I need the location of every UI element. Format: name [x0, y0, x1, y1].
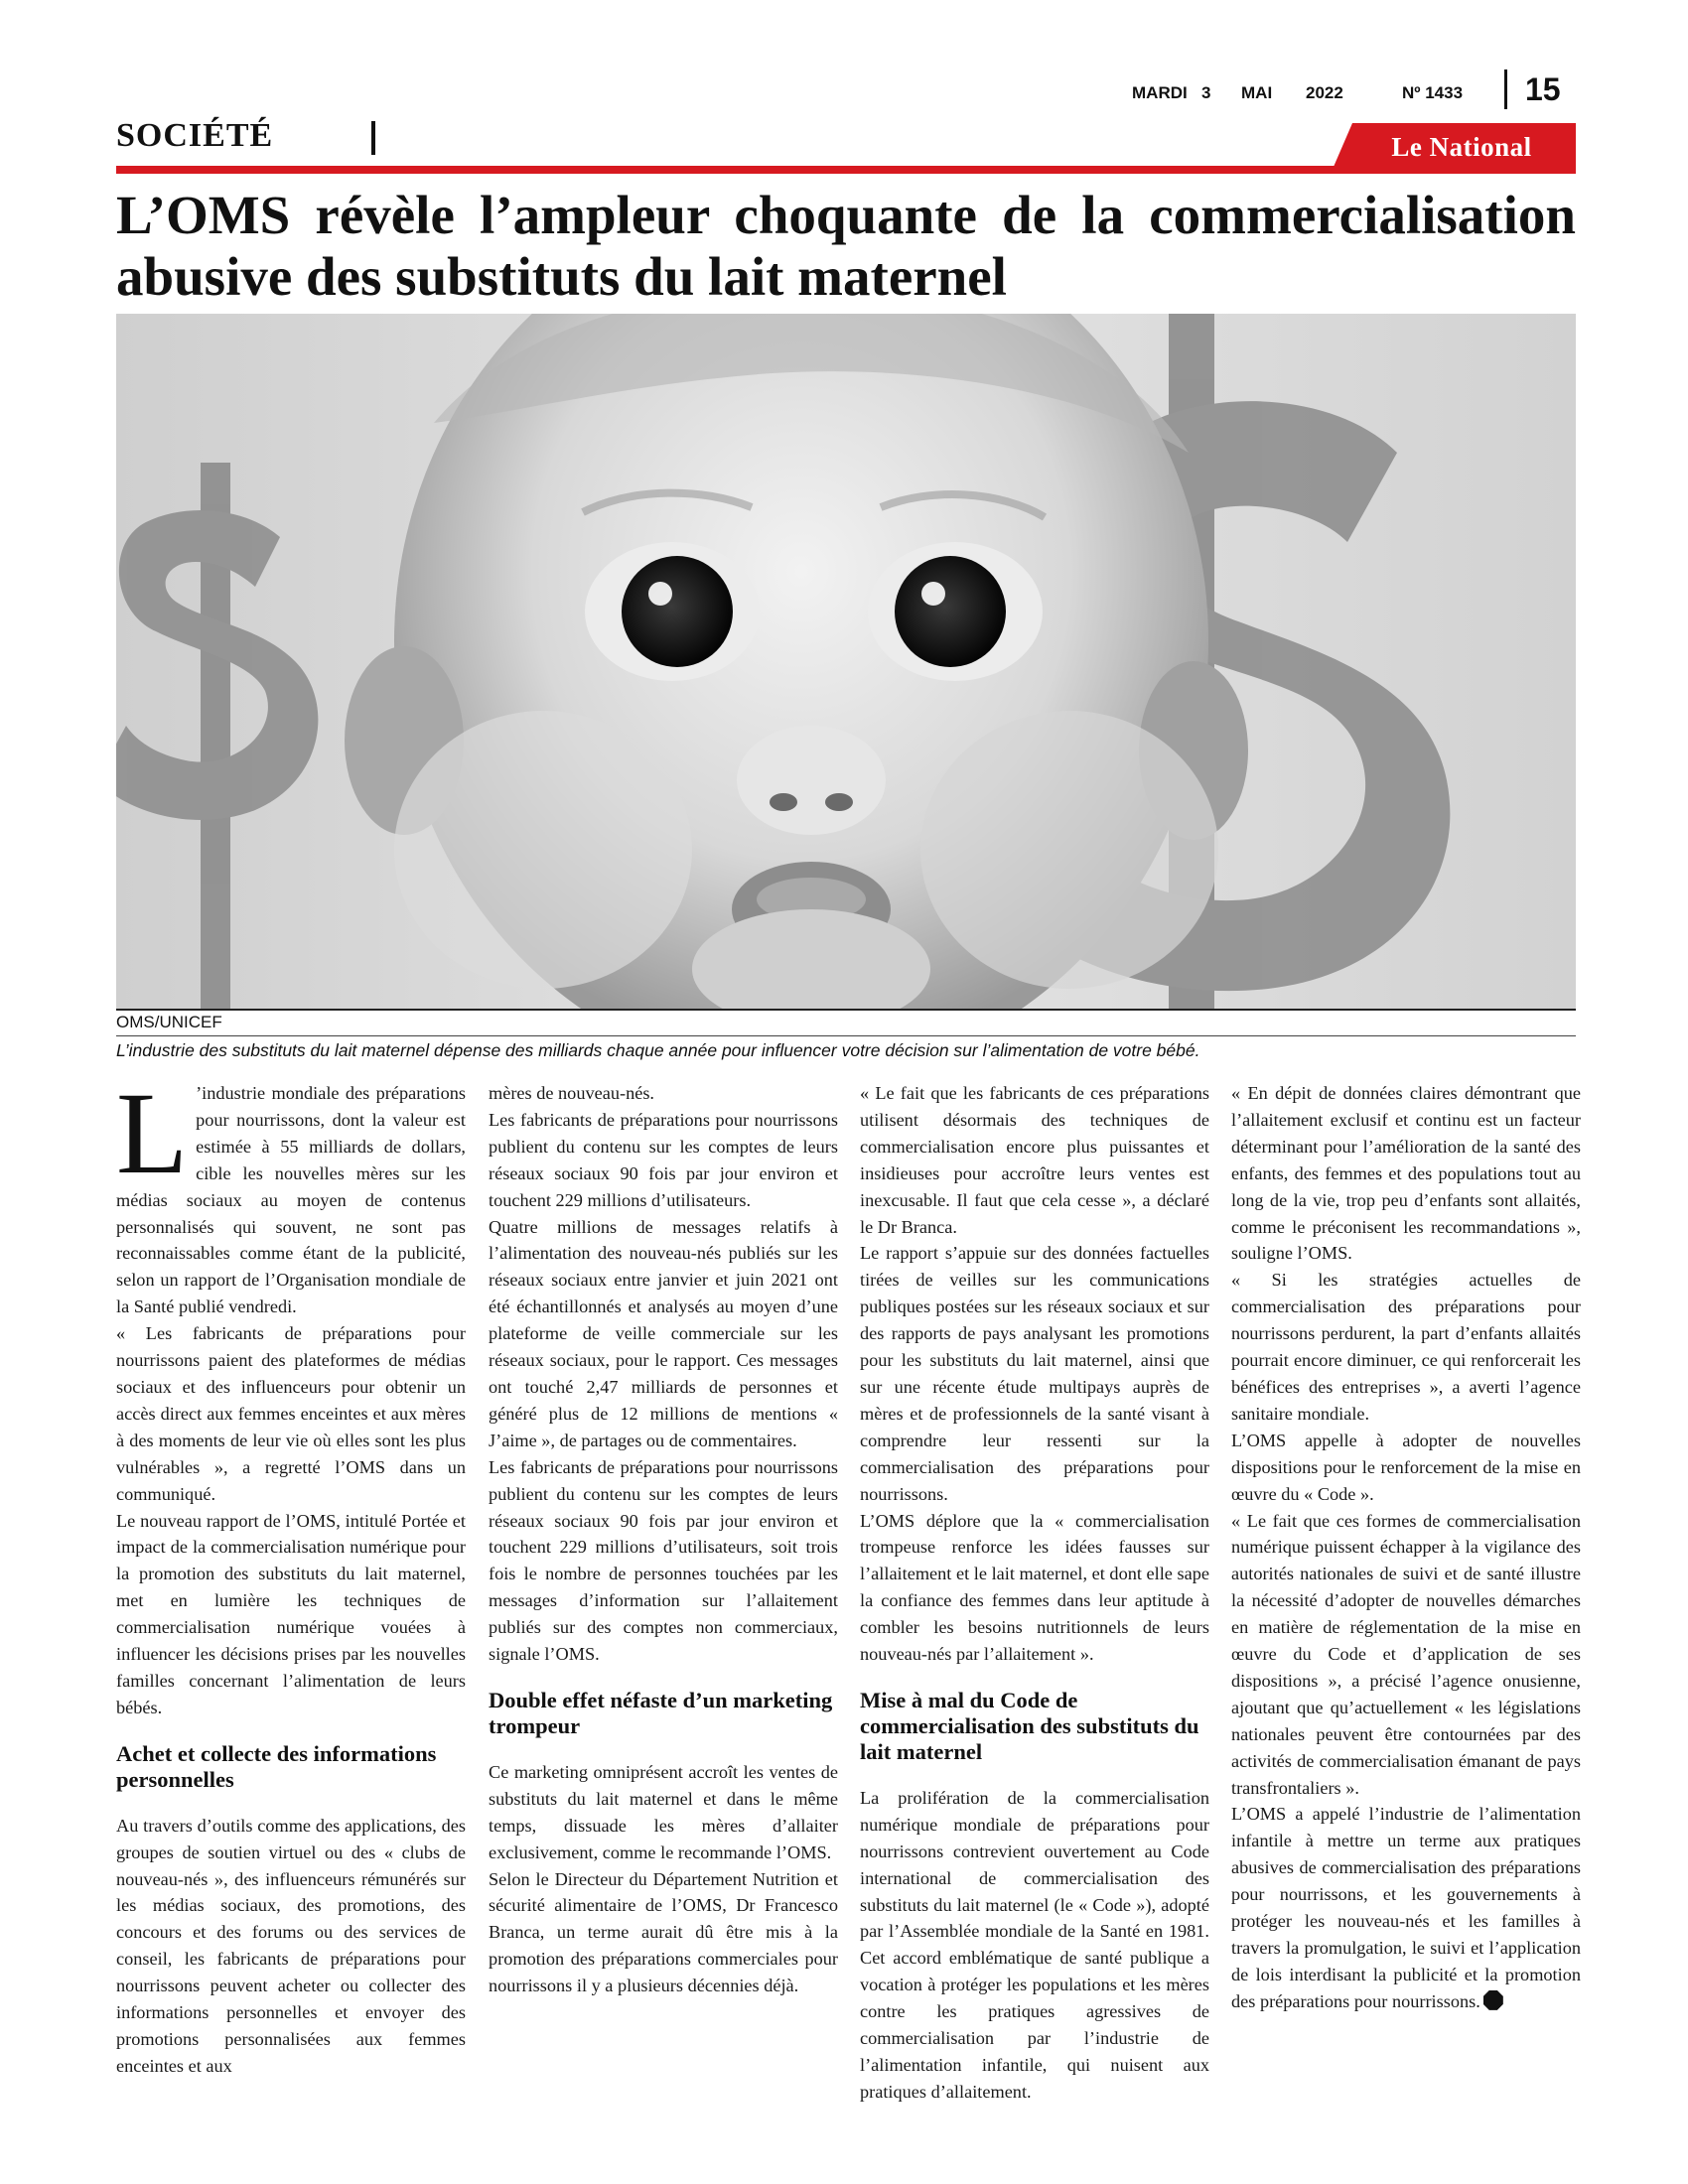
article-photo — [116, 314, 1576, 1009]
paragraph: La prolifération de la commercialisation numérique mondiale de préparations pour nourrissons contrevient ouvertement au Code international de commercialisation des substituts du lait maternel (le « Code »), adopté par l’Assemblée mondiale de la Santé en 1981. Cet accord emblématique de santé publique a vocation à protéger les populations et les mères contre les pratiques agressives de commercialisation par l’industrie de l’alimentation infantile, qui nuisent aux pratiques d’allaitement. — [860, 1787, 1209, 2102]
section-label: SOCIÉTÉ — [116, 117, 274, 154]
paragraph: « Le fait que les fabricants de ces préparations utilisent désormais des techniques de commercialisation encore plus puissantes et insidieuses pour accroître leurs ventes est inexcusable. Il faut que cela cesse », a déclaré le Dr Branca. — [860, 1083, 1209, 1237]
end-mark-icon — [1483, 1990, 1503, 2010]
paragraph: mères de nouveau-nés. — [489, 1083, 655, 1103]
paragraph: « Le fait que ces formes de commercialisation numérique puissent échapper à la vigilance des autorités nationales de suivi et de santé illustre la nécessité d’adopter de nouvelles démarches en matière de réglementation de la mise en œuvre du Code et d’application de ses dispositions », a précisé l’agence onusienne, ajoutant que qu’actuellement « les législations nationales peuvent être contournées par des activités de commercialisation émanant de pays transfrontaliers ». — [1231, 1510, 1581, 1798]
issue-day: MARDI — [1132, 83, 1188, 102]
article-column-4 — [1231, 1080, 1581, 2015]
paragraph: Le nouveau rapport de l’OMS, intitulé Portée et impact de la commercialisation numérique pour la promotion des substituts du lait maternel, met en lumière les techniques de commercialisation numérique vouées à influencer les décisions prises par les nouvelles familles concernant l’alimentation de leurs bébés. — [116, 1510, 466, 1717]
article-column-2 — [489, 1080, 838, 1999]
photo-caption: L’industrie des substituts du lait maternel dépense des milliards chaque année pour influencer votre décision sur l’alimentation de votre bébé. — [116, 1040, 1200, 1060]
article-column-1 — [116, 1068, 466, 2080]
subheading: Mise à mal du Code de commercialisation des substituts du lait maternel — [860, 1687, 1199, 1764]
issue-number: Nº 1433 — [1402, 83, 1464, 102]
issue-month: MAI — [1241, 83, 1273, 102]
page-number: 15 — [1504, 69, 1564, 109]
issue-date: 3 — [1201, 83, 1211, 102]
headline: L’OMS révèle l’ampleur choquante de la commercialisation abusive des substituts du lait maternel — [116, 185, 1576, 307]
drop-cap: L — [116, 1068, 189, 1198]
paragraph: Le rapport s’appuie sur des données factuelles tirées de veilles sur les communications publiques postées sur les réseaux sociaux et sur des rapports de pays analysant les promotions pour les substituts du lait maternel, ainsi que sur une récente étude multipays auprès de mères et de professionnels de la santé visant à comprendre leur ressenti sur la commercialisation des préparations pour nourrissons. — [860, 1243, 1209, 1504]
section-divider — [371, 121, 375, 155]
paragraph: Les fabricants de préparations pour nourrissons publient du contenu sur les comptes de leurs réseaux sociaux 90 fois par jour environ et touchent 229 millions d’utilisateurs, soit trois fois le nombre de personnes touchées par les messages d’information sur l’allaitement publiés sur des comptes non commerciaux, signale l’OMS. — [489, 1456, 838, 1665]
subheading: Double effet néfaste d’un marketing trompeur — [489, 1687, 833, 1738]
brand-name: Le National — [1391, 132, 1532, 162]
paragraph: L’OMS appelle à adopter de nouvelles dispositions pour le renforcement de la mise en œuvre du « Code ». — [1231, 1430, 1581, 1504]
photo-rule — [116, 1009, 1576, 1011]
issue-info — [1132, 77, 1509, 107]
paragraph-text: ’industrie mondiale des préparations pour nourrissons, dont la valeur est estimée à 55 milliards de dollars, cible les nouvelles mères sur les médias sociaux au moyen de contenus personnalisés qui souvent, ne sont pas reconnaissables comme étant de la publicité, selon un rapport de l’Organisation mondiale de la Santé publié vendredi. — [116, 1083, 466, 1317]
paragraph: « Les fabricants de préparations pour nourrissons paient des plateformes de médias sociaux et des influenceurs pour obtenir un accès direct aux femmes enceintes et aux mères à des moments de leur vie où elles sont les plus vulnérables », a regretté l’OMS dans un communiqué. — [116, 1323, 466, 1504]
paragraph: Les fabricants de préparations pour nourrissons publient du contenu sur les comptes de leurs réseaux sociaux 90 fois par jour environ et touchent 229 millions d’utilisateurs. — [489, 1109, 838, 1210]
paragraph: « En dépit de données claires démontrant que l’allaitement exclusif et continu est un facteur déterminant pour l’amélioration de la santé des enfants, des femmes et des populations tout au long de la vie, trop peu d’enfants sont allaités, comme le préconisent les recommandations », souligne l’OMS. — [1231, 1083, 1581, 1264]
paragraph — [116, 1068, 466, 1320]
paragraph: Selon le Directeur du Département Nutrition et sécurité alimentaire de l’OMS, Dr Francesco Branca, un terme aurait dû être mis à la promotion des préparations commerciales pour nourrissons il y a plusieurs décennies déjà. — [489, 1868, 838, 1996]
photo-credit: OMS/UNICEF — [116, 1013, 222, 1031]
issue-year: 2022 — [1306, 83, 1343, 102]
paragraph: Au travers d’outils comme des applications, des groupes de soutien virtuel ou des « clubs de nouveau-nés », des influenceurs rémunérés sur les médias sociaux, des promotions, des concours et des forums ou des services de conseil, les fabricants de préparations pour nourrissons peuvent acheter ou collecter des informations personnelles et envoyer des promotions personnalisées aux femmes enceintes et aux — [116, 1815, 466, 2076]
paragraph: « Si les stratégies actuelles de commercialisation des préparations pour nourrissons perdurent, la part d’enfants allaités pourrait encore diminuer, ce qui renforcerait les bénéfices des entreprises », a averti l’agence sanitaire mondiale. — [1231, 1270, 1581, 1424]
paragraph-text: L’OMS a appelé l’industrie de l’alimentation infantile à mettre un terme aux pratiques abusives de commercialisation des préparations pour nourrissons, et les gouvernements à protéger les nouveau-nés et les familles à travers la promulgation, le suivi et l’application de lois interdisant la publicité et la promotion des préparations pour nourrissons. — [1231, 1804, 1581, 2011]
paragraph — [1231, 1801, 1581, 2014]
subheading: Achet et collecte des informations personnelles — [116, 1740, 437, 1792]
paragraph: Quatre millions de messages relatifs à l’alimentation des nouveau-nés publiés sur les réseaux sociaux entre janvier et juin 2021 ont été échantillonnés et analysés au moyen d’une plateforme de veille commerciale sur les réseaux sociaux, pour le rapport. Ces messages ont touché 2,47 milliards de personnes et généré plus de 12 millions de mentions « J’aime », de partages ou de commentaires. — [489, 1216, 838, 1450]
paragraph: L’OMS déplore que la « commercialisation trompeuse renforce les idées fausses sur l’allaitement et le lait maternel, et dont elle sape la confiance des femmes dans leur aptitude à combler les besoins nutritionnels de leurs nouveau-nés par l’allaitement ». — [860, 1510, 1209, 1665]
article-column-3 — [860, 1080, 1209, 2106]
paragraph: Ce marketing omniprésent accroît les ventes de substituts du lait maternel et dans le même temps, dissuade les mères d’allaiter exclusivement, comme le recommande l’OMS. — [489, 1761, 838, 1862]
caption-rule — [116, 1035, 1576, 1036]
